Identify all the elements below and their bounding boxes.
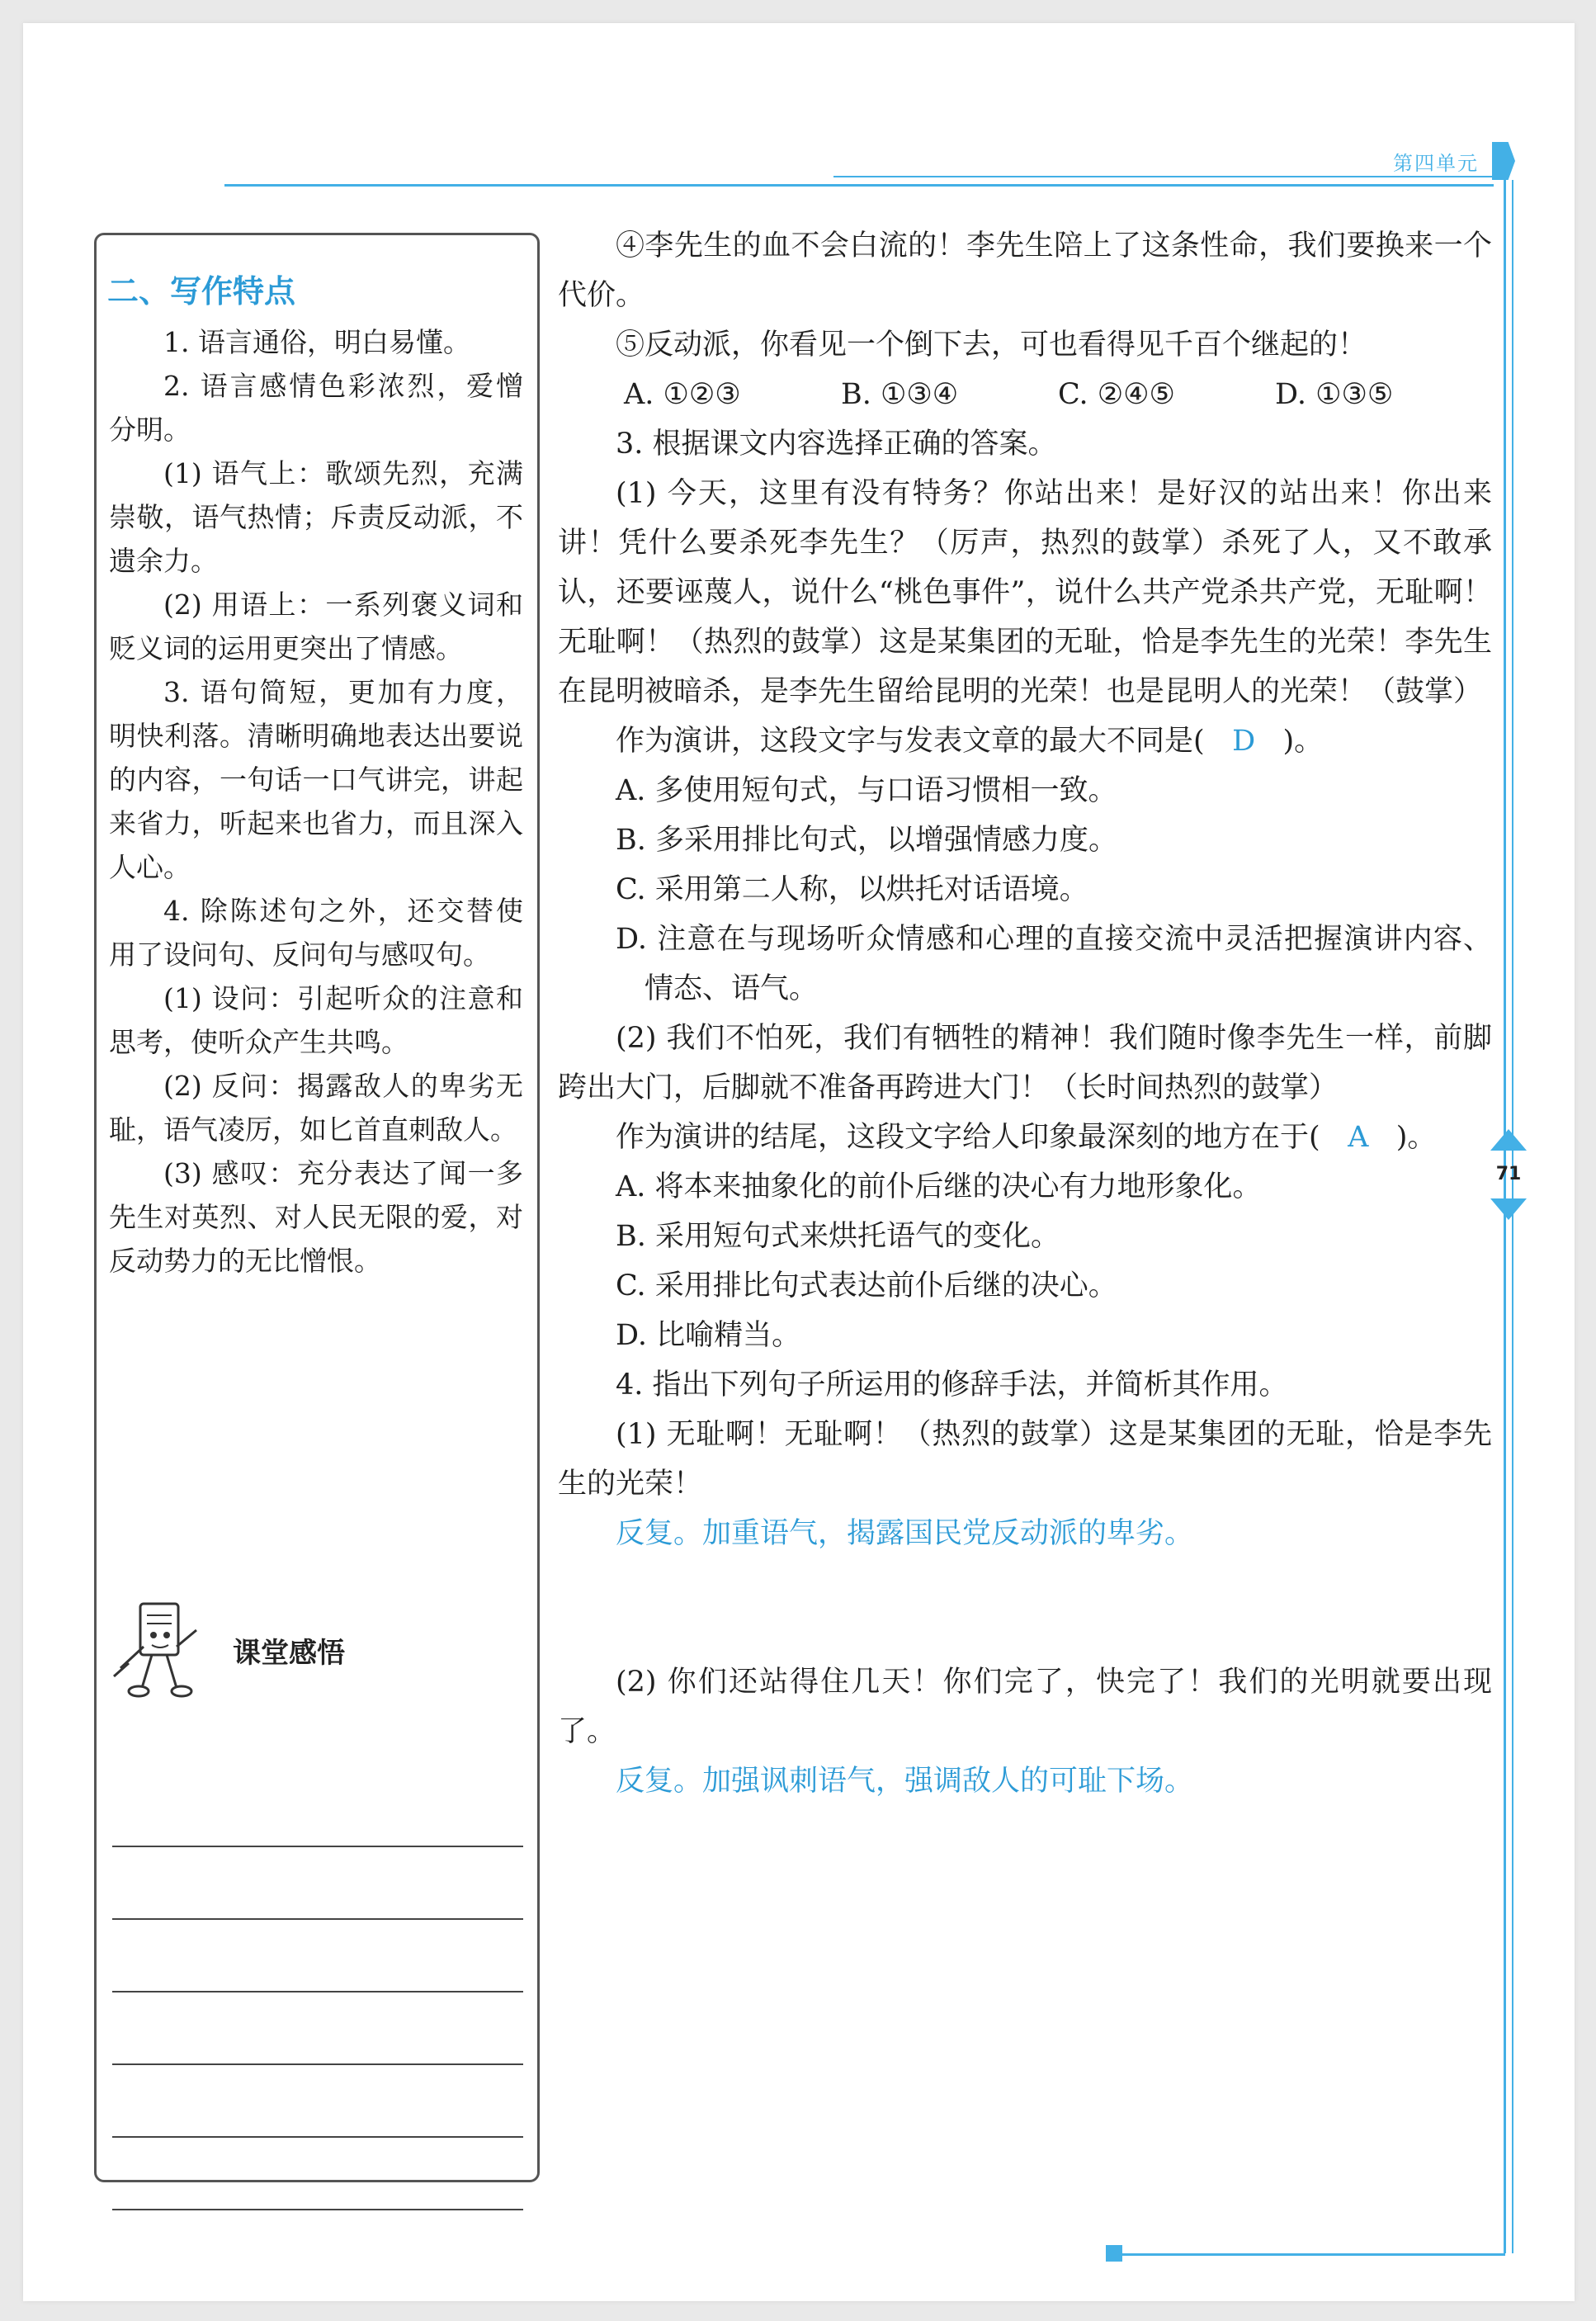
q3-1-passage: (1) 今天，这里有没有特务？你站出来！是好汉的站出来！你出来讲！凭什么要杀死李先生？（厉声，热烈的鼓掌）杀死了人，又不敢承认，还要诬蔑人，说什么“桃色事件”，说什么共产党杀共产党，无耻啊！无耻啊！（热烈的鼓掌）这是某集团的无耻，恰是李先生的光荣！李先生在昆明被暗杀，是李先生留给昆明的光荣！也是昆明人的光荣！（鼓掌）: [558, 477, 1492, 708]
feature-item: (1) 设问：引起听众的注意和思考，使听众产生共鸣。: [109, 982, 523, 1058]
feature-item: 4. 除陈述句之外，还交替使用了设问句、反问句与感叹句。: [109, 895, 523, 971]
q3-2-option-a[interactable]: A. 将本来抽象化的前仆后继的决心有力地形象化。: [616, 1170, 1262, 1203]
q3-1-option-d[interactable]: D. 注意在与现场听众情感和心理的直接交流中灵活把握演讲内容、情态、语气。: [616, 923, 1492, 1005]
q3-2-option-b[interactable]: B. 采用短句式来烘托语气的变化。: [616, 1220, 1060, 1253]
q4-1-sentence: (1) 无耻啊！无耻啊！（热烈的鼓掌）这是某集团的无耻，恰是李先生的光荣！: [558, 1418, 1492, 1501]
writing-lines: [112, 1775, 523, 2210]
feature-item: (1) 语气上：歌颂先烈，充满崇敬，语气热情；斥责反动派，不遗余力。: [109, 457, 523, 577]
header-rule: [224, 184, 1494, 187]
footer-rule: [1114, 2253, 1505, 2256]
writing-line[interactable]: [112, 1775, 523, 1847]
feature-item: (3) 感叹：充分表达了闻一多先生对英烈、对人民无限的爱，对反动势力的无比憎恨。: [109, 1157, 523, 1277]
q3-2-answer: A: [1348, 1121, 1369, 1154]
feature-item: 1. 语言通俗，明白易懂。: [163, 326, 470, 358]
side-rail: [1504, 180, 1506, 2253]
q4-2-sentence: (2) 你们还站得住几天！你们完了，快完了！我们的光明就要出现了。: [558, 1666, 1492, 1748]
section-heading: 二、写作特点: [107, 273, 296, 310]
writing-line[interactable]: [112, 1847, 523, 1920]
q2-option-b[interactable]: B. ①③④: [841, 378, 959, 411]
q4-2-answer: 反复。加强讽刺语气，强调敌人的可耻下场。: [616, 1765, 1194, 1798]
notebook-mascot-icon: [111, 1597, 210, 1704]
q3-2-stem-end: )。: [1395, 1121, 1437, 1154]
side-rail-inner: [1512, 180, 1513, 2253]
footer-square: [1106, 2245, 1122, 2262]
exercise-column: [558, 221, 1492, 1806]
q3-1-stem-end: )。: [1282, 725, 1324, 758]
q3-1-option-a[interactable]: A. 多使用短句式，与口语习惯相一致。: [616, 774, 1117, 807]
q3-title: 3. 根据课文内容选择正确的答案。: [616, 428, 1057, 461]
writing-line[interactable]: [112, 2138, 523, 2210]
header-rule-top: [833, 176, 1494, 177]
q4-title: 4. 指出下列句子所运用的修辞手法，并简析其作用。: [616, 1368, 1288, 1402]
q3-2-option-c[interactable]: C. 采用排比句式表达前仆后继的决心。: [616, 1269, 1117, 1302]
writing-line[interactable]: [112, 1920, 523, 1992]
q3-2-stem: [558, 1113, 1492, 1162]
feature-item: 2. 语言感情色彩浓烈，爱憎分明。: [109, 370, 523, 446]
q3-1-answer: D: [1232, 725, 1256, 758]
q2-option-a[interactable]: A. ①②③: [624, 378, 741, 411]
answer-space: [558, 1558, 1492, 1657]
writing-line[interactable]: [112, 1992, 523, 2065]
q3-1-stem: [558, 716, 1492, 766]
writing-features-list: [109, 320, 523, 1283]
feature-item: (2) 反问：揭露敌人的卑劣无耻，语气凌厉，如匕首直刺敌人。: [109, 1070, 523, 1146]
feature-item: 3. 语句简短，更加有力度，明快利落。清晰明确地表达出要说的内容，一句话一口气讲完，讲起来省力，听起来也省力，而且深入人心。: [109, 676, 523, 883]
q3-2-passage: (2) 我们不怕死，我们有牺牲的精神！我们随时像李先生一样，前脚跨出大门，后脚就不准备再跨进大门！（长时间热烈的鼓掌）: [558, 1022, 1492, 1104]
q3-1-option-c[interactable]: C. 采用第二人称，以烘托对话语境。: [616, 873, 1088, 906]
q3-1-stem-text: 作为演讲，这段文字与发表文章的最大不同是(: [616, 725, 1205, 758]
writing-line[interactable]: [112, 2065, 523, 2138]
q3-1-option-b[interactable]: B. 多采用排比句式，以增强情感力度。: [616, 824, 1117, 857]
sentence-4: ④李先生的血不会白流的！李先生陪上了这条性命，我们要换来一个代价。: [558, 229, 1492, 312]
q2-option-c[interactable]: C. ②④⑤: [1058, 378, 1175, 411]
feature-item: (2) 用语上：一系列褒义词和贬义词的运用更突出了情感。: [109, 589, 523, 664]
sentence-5: ⑤反动派，你看见一个倒下去，可也看得见千百个继起的！: [616, 329, 1367, 362]
page-number: 71: [1495, 1164, 1522, 1184]
reflection-title: 课堂感悟: [233, 1637, 345, 1670]
q3-2-option-d[interactable]: D. 比喻精当。: [616, 1319, 801, 1352]
q2-options: [558, 370, 1492, 419]
unit-label: 第四单元: [1393, 152, 1479, 175]
q2-option-d[interactable]: D. ①③⑤: [1275, 378, 1394, 411]
q4-1-answer: 反复。加重语气，揭露国民党反动派的卑劣。: [616, 1517, 1194, 1550]
q3-2-stem-text: 作为演讲的结尾，这段文字给人印象最深刻的地方在于(: [616, 1121, 1320, 1154]
